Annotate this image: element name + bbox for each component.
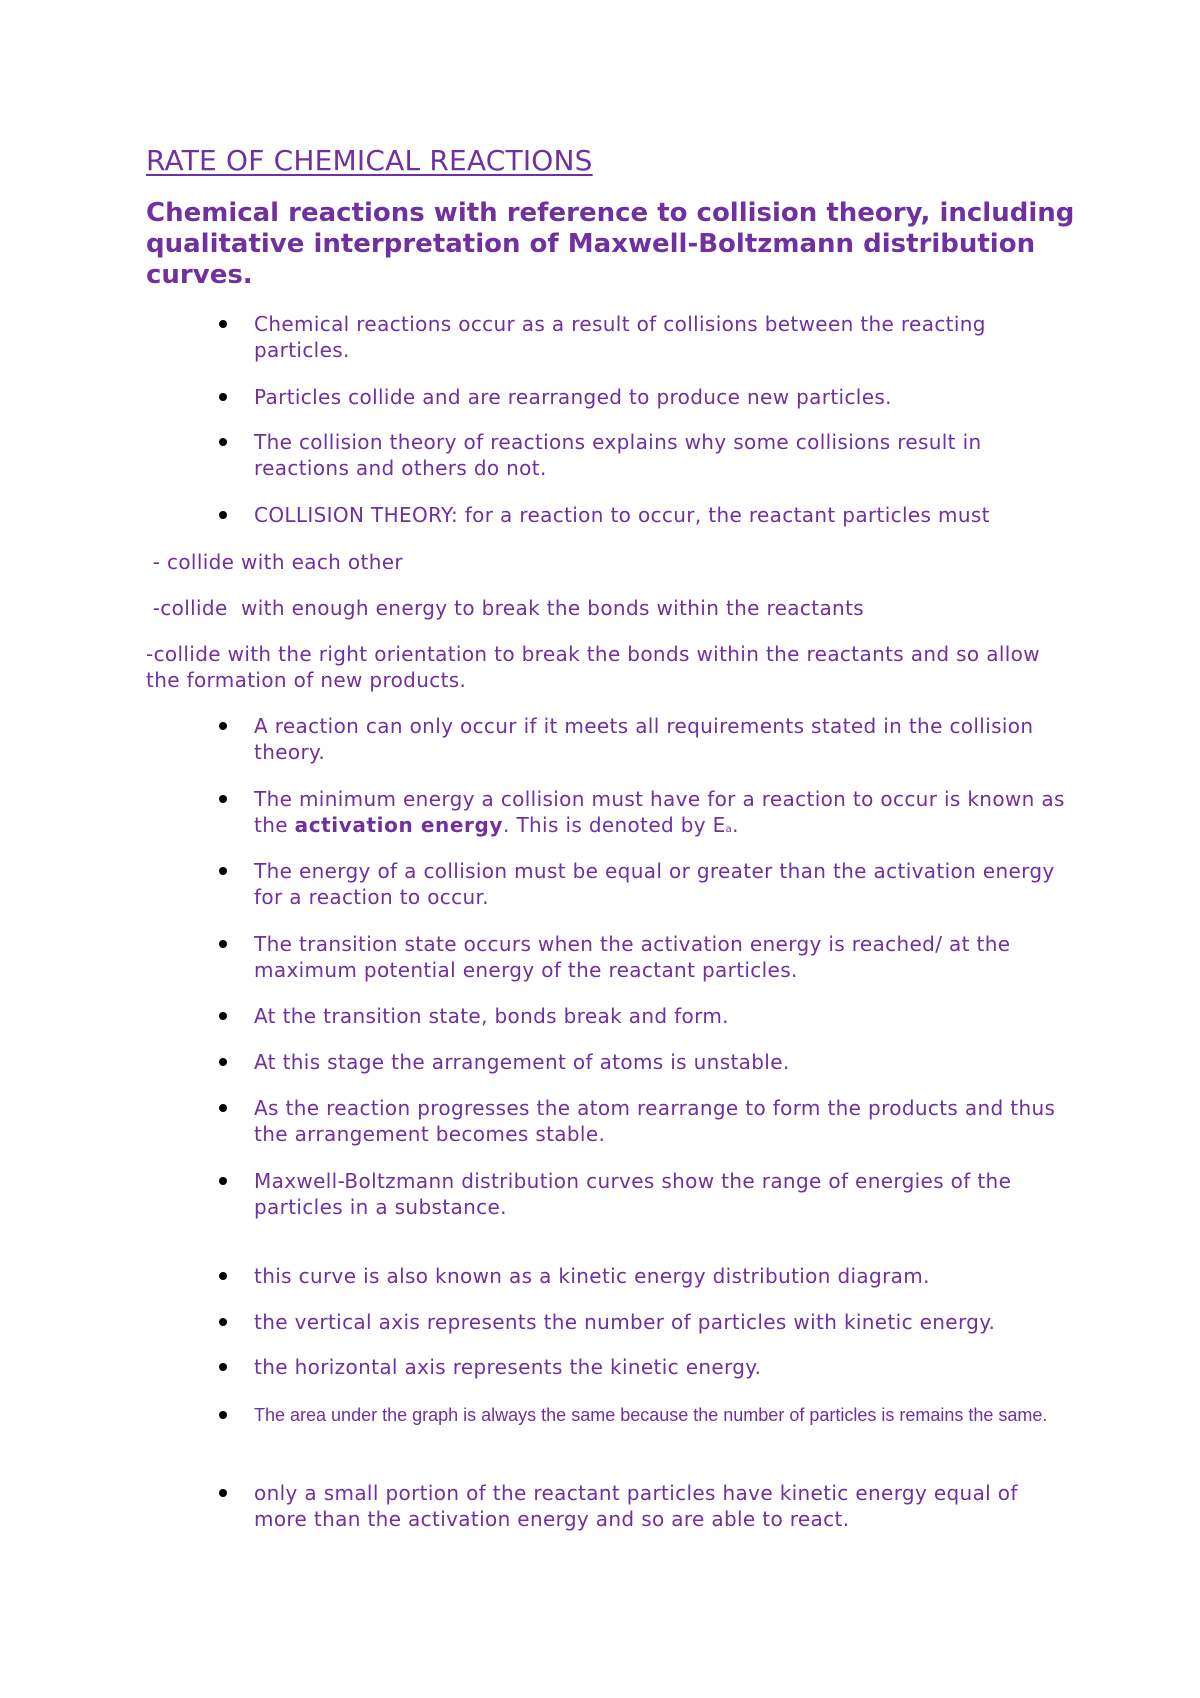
list-item: At the transition state, bonds break and form. <box>254 1003 1074 1029</box>
condition-line: -collide with the right orientation to break the bonds within the reactants and so allow the formation of new products. <box>146 642 1040 692</box>
list-item: As the reaction progresses the atom rearrange to form the products and thus the arrangement becomes stable. <box>254 1095 1074 1147</box>
list-item: Chemical reactions occur as a result of collisions between the reacting particles. <box>254 311 1074 363</box>
document-subtitle: Chemical reactions with reference to collision theory, including qualitative interpretation of Maxwell-Boltzmann distribution curves. <box>146 198 1075 290</box>
list-item: A reaction can only occur if it meets all requirements stated in the collision theory. <box>254 713 1074 765</box>
condition-line: - collide with each other <box>146 550 403 574</box>
activation-text-before: The minimum energy a collision must have for a reaction to occur is known as the <box>254 787 1065 837</box>
document-title: RATE OF CHEMICAL REACTIONS <box>146 144 593 177</box>
list-item <box>254 786 1074 843</box>
list-item: The collision theory of reactions explains why some collisions result in reactions and others do not. <box>254 429 1074 481</box>
list-item: The transition state occurs when the activation energy is reached/ at the maximum potential energy of the reactant particles. <box>254 931 1074 983</box>
activation-text-end: . <box>732 813 739 837</box>
list-item: the horizontal axis represents the kinetic energy. <box>254 1354 1074 1380</box>
list-item: The energy of a collision must be equal or greater than the activation energy for a reaction to occur. <box>254 858 1074 910</box>
list-item: this curve is also known as a kinetic energy distribution diagram. <box>254 1263 1074 1289</box>
activation-energy-term: activation energy <box>294 813 504 837</box>
list-item: Maxwell-Boltzmann distribution curves show the range of energies of the particles in a substance. <box>254 1168 1074 1220</box>
list-item: the vertical axis represents the number of particles with kinetic energy. <box>254 1309 1074 1335</box>
activation-text-after: . This is denoted by E <box>503 813 726 837</box>
list-item: The area under the graph is always the same because the number of particles is remains the same. <box>254 1402 1074 1428</box>
list-item: Particles collide and are rearranged to produce new particles. <box>254 384 1074 410</box>
condition-line: -collide with enough energy to break the bonds within the reactants <box>146 596 865 620</box>
list-item: only a small portion of the reactant particles have kinetic energy equal of more than the activation energy and so are able to react. <box>254 1480 1074 1532</box>
list-item: At this stage the arrangement of atoms is unstable. <box>254 1049 1074 1075</box>
list-item: COLLISION THEORY: for a reaction to occur, the reactant particles must <box>254 502 1074 528</box>
activation-subscript: a <box>725 824 733 835</box>
